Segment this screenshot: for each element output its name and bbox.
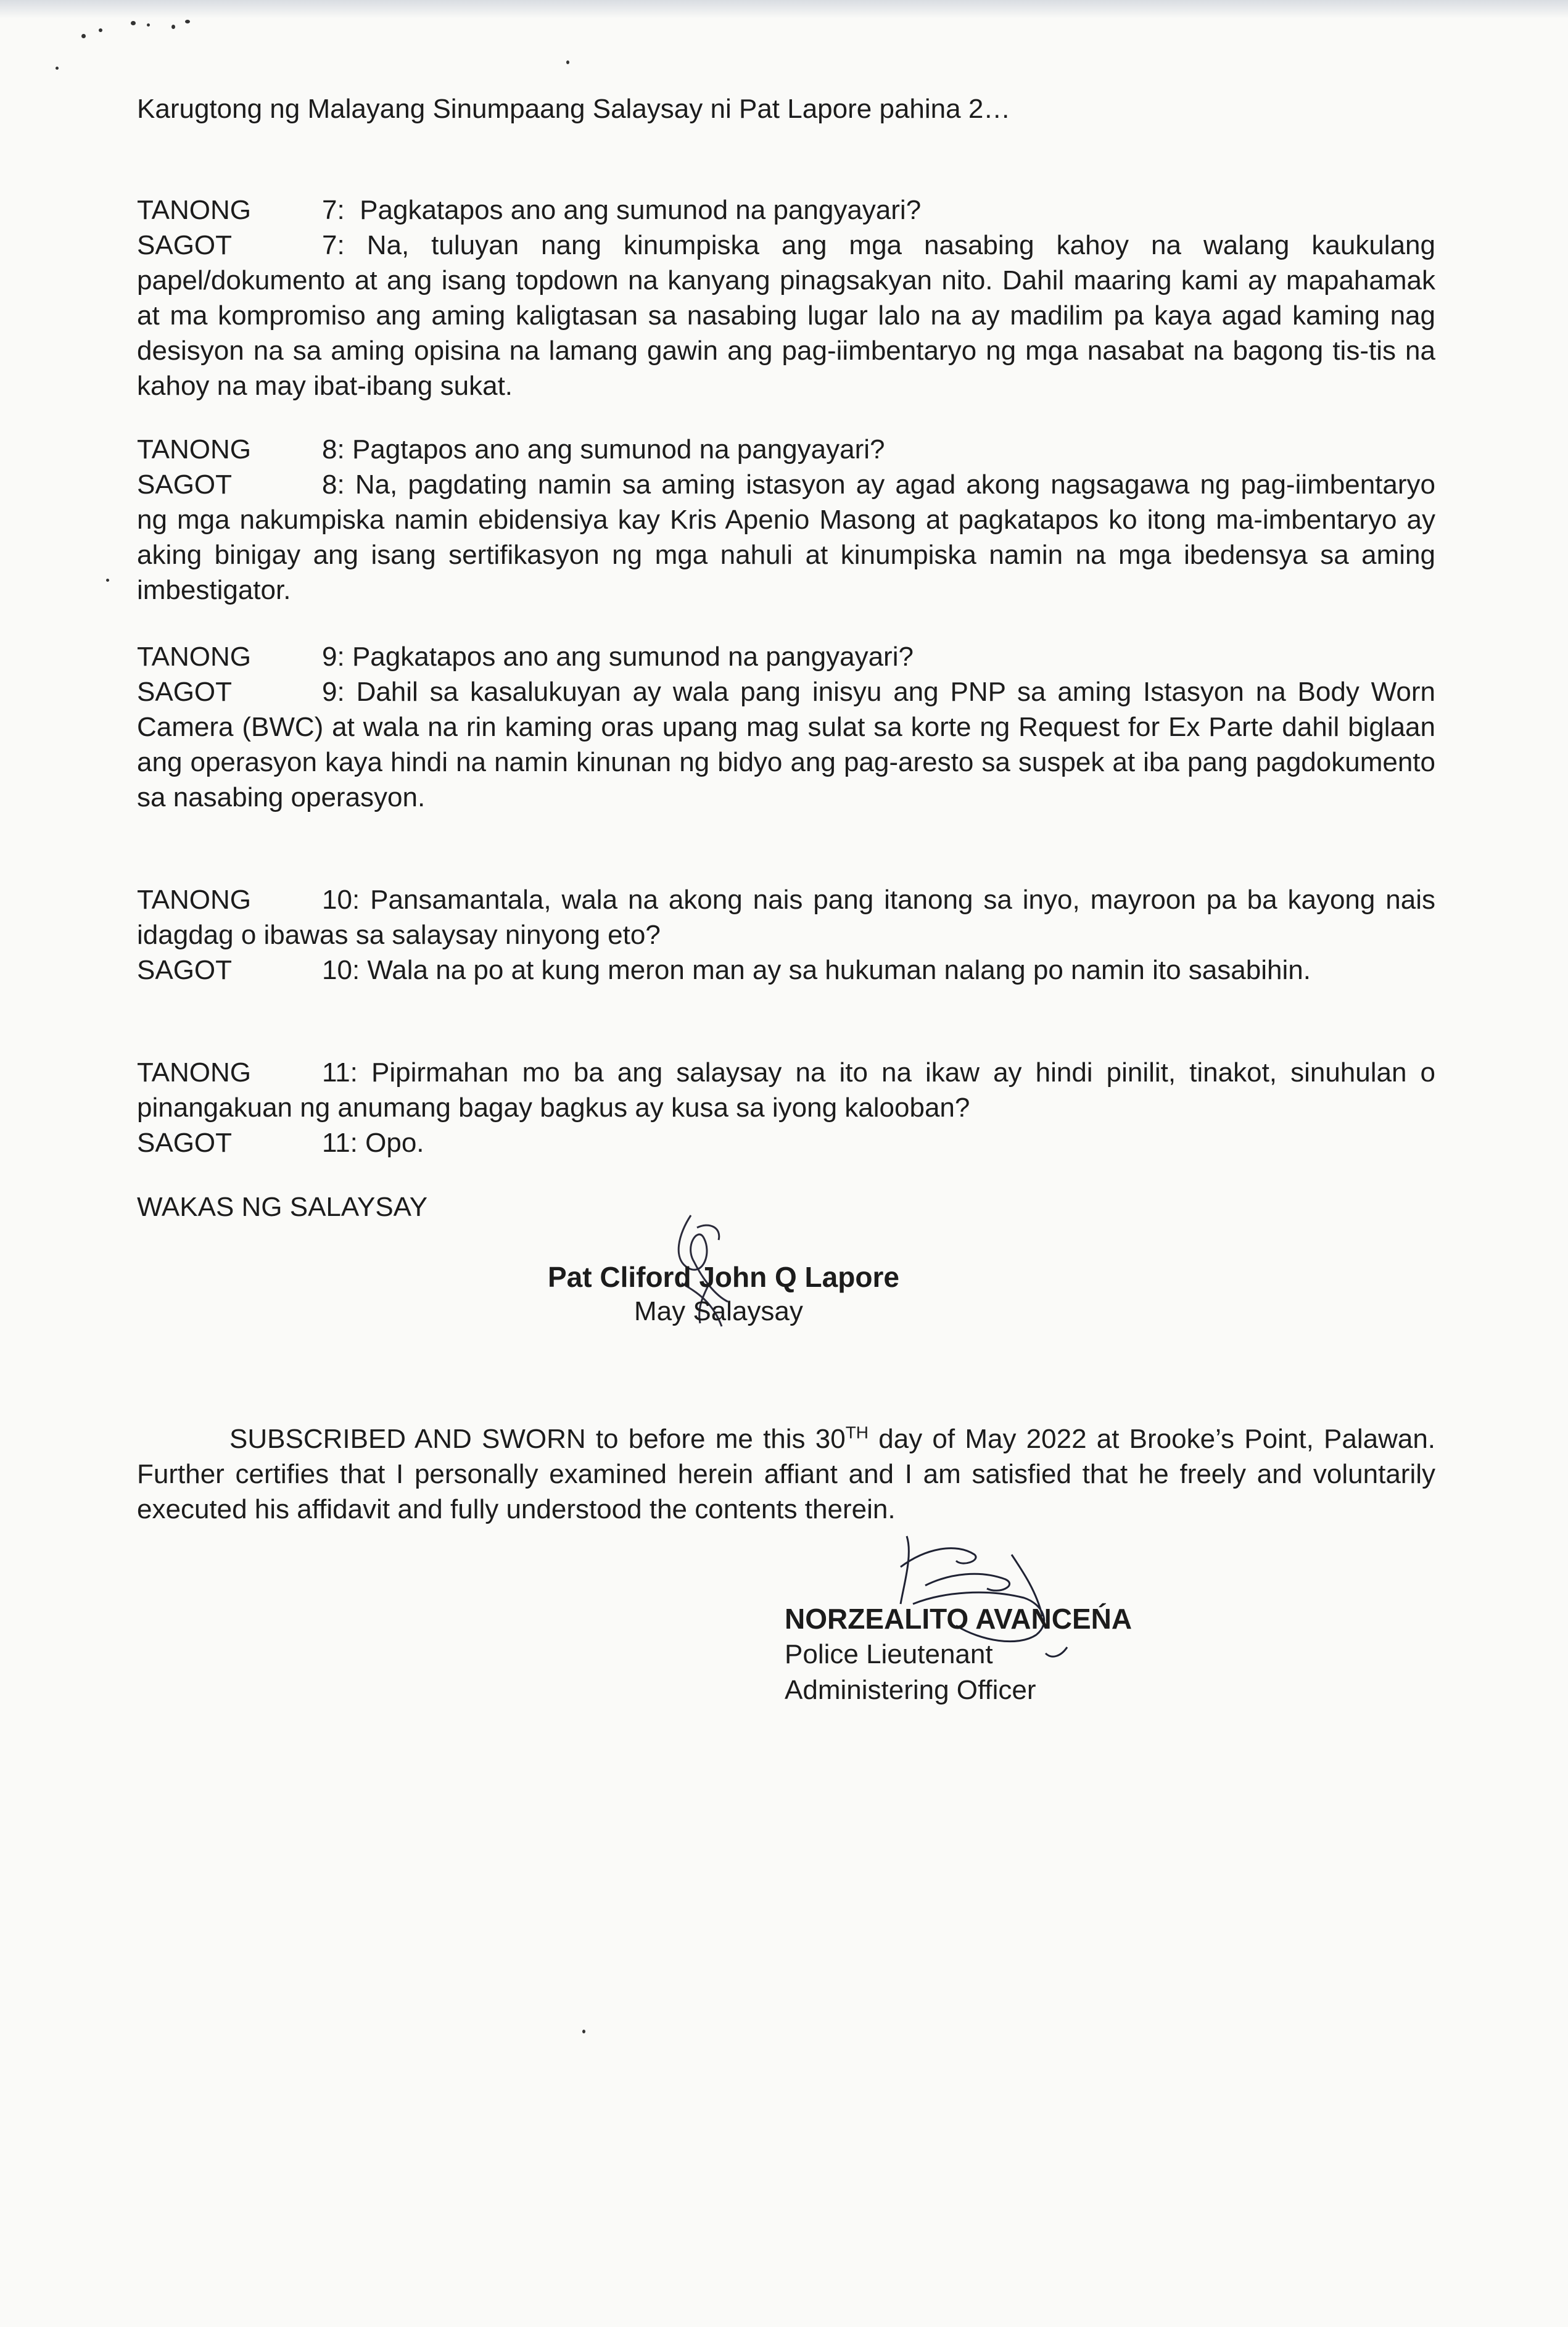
affiant-name: Pat Cliford John Q Lapore <box>548 1261 899 1293</box>
answer-text: Dahil sa kasalukuyan ay wala pang inisyu ang PNP sa aming Istasyon na Body Worn Camera (BWC) at wala na rin kaming oras upang mag sulat sa korte ng Request for Ex Parte dahil biglaan ang operasyon kaya hindi na namin kinunan ng bidyo ang pag-aresto sa suspek at iba pang pagdokumento sa nasabing operasyon. <box>137 677 1435 812</box>
question-label: TANONG <box>137 1057 251 1088</box>
officer-title: Administering Officer <box>785 1675 1036 1705</box>
answer-8 <box>137 467 1435 608</box>
answer-7 <box>137 228 1435 403</box>
answer-text: Wala na po at kung meron man ay sa hukuman nalang po namin ito sasabihin. <box>367 955 1311 985</box>
scan-speck <box>566 60 569 64</box>
ordinal-suffix: TH <box>845 1423 869 1442</box>
question-7 <box>137 192 1435 228</box>
answer-text: Opo. <box>365 1128 424 1158</box>
answer-9 <box>137 674 1435 815</box>
question-number: 10: <box>322 885 360 915</box>
scan-speck <box>106 579 109 582</box>
answer-text: Na, tuluyan nang kinumpiska ang mga nasabing kahoy na walang kaukulang papel/dokumento at ang isang topdown na kanyang pinagsakyan nito. Dahil maaring kami ay mapahamak at ma kompromiso ang aming kaligtasan sa nasabing lugar lalo na ay madilim pa kaya agad kaming nag desisyon na sa aming opisina na lamang gawin ang pag-iimbentaryo ng mga nasabat na bagong tis-tis na kahoy na may ibat-ibang sukat. <box>137 230 1435 401</box>
question-text: Pansamantala, wala na akong nais pang itanong sa inyo, mayroon pa ba kayong nais idagdag o ibawas sa salaysay ninyong eto? <box>137 885 1435 950</box>
question-label: TANONG <box>137 434 251 465</box>
answer-label: SAGOT <box>137 469 233 500</box>
question-text: Pagkatapos ano ang sumunod na pangyayari? <box>352 642 914 672</box>
answer-10 <box>137 953 1435 988</box>
affiant-role: May Salaysay <box>634 1296 803 1326</box>
question-number: 7: <box>322 195 345 225</box>
scan-speck <box>81 34 86 38</box>
closing-statement: WAKAS NG SALAYSAY <box>137 1192 428 1222</box>
jurat-text-start: SUBSCRIBED AND SWORN to before me this 30 <box>229 1424 846 1454</box>
question-number: 9: <box>322 642 345 672</box>
officer-name: NORZEALITO AVANCEŃA <box>785 1603 1133 1635</box>
answer-label: SAGOT <box>137 230 233 260</box>
question-label: TANONG <box>137 885 251 915</box>
administering-officer <box>785 1601 1132 1708</box>
question-text: Pipirmahan mo ba ang salaysay na ito na ikaw ay hindi pinilit, tinakot, sinuhulan o pinangakuan ng anumang bagay bagkus ay kusa sa iyong kalooban? <box>137 1057 1435 1123</box>
scan-speck <box>582 2030 585 2033</box>
scan-speck <box>99 28 102 32</box>
question-number: 11: <box>322 1057 358 1088</box>
jurat-paragraph <box>137 1421 1435 1527</box>
answer-11 <box>137 1125 1435 1160</box>
jurat-text-end: day of May 2022 at Brooke’s Point, Palawan. Further certifies that I personally examined herein affiant and I am satisfied that he freely and voluntarily executed his affidavit and fully understood the contents therein. <box>137 1424 1436 1524</box>
question-11 <box>137 1055 1435 1125</box>
answer-number: 7: <box>322 230 345 260</box>
question-text: Pagtapos ano ang sumunod na pangyayari? <box>352 434 885 465</box>
qa-block-11 <box>137 1055 1435 1160</box>
answer-label: SAGOT <box>137 677 233 707</box>
question-10 <box>137 882 1435 953</box>
answer-label: SAGOT <box>137 1128 233 1158</box>
scan-edge <box>0 0 1568 19</box>
answer-text: Na, pagdating namin sa aming istasyon ay agad akong nagsagawa ng pag-iimbentaryo ng mga nakumpiska namin ebidensiya kay Kris Apenio Masong at pagkatapos ko itong ma-imbentaryo ay aking binigay ang isang sertifikasyon ng mga nahuli at kinumpiska namin na mga ibedensya sa aming imbestigator. <box>137 469 1435 605</box>
scan-speck <box>131 21 136 25</box>
question-label: TANONG <box>137 642 251 672</box>
scan-speck <box>147 23 150 27</box>
question-number: 8: <box>322 434 345 465</box>
question-9 <box>137 639 1435 674</box>
question-text: Pagkatapos ano ang sumunod na pangyayari? <box>360 195 922 225</box>
answer-number: 11: <box>322 1128 358 1158</box>
scan-speck <box>171 25 175 29</box>
question-label: TANONG <box>137 195 251 225</box>
answer-number: 8: <box>322 469 345 500</box>
qa-block-10 <box>137 882 1435 988</box>
qa-block-7 <box>137 192 1435 403</box>
continuation-header: Karugtong ng Malayang Sinumpaang Salaysay ni Pat Lapore pahina 2… <box>137 94 1011 124</box>
scan-speck <box>185 20 190 23</box>
answer-number: 9: <box>322 677 345 707</box>
qa-block-8 <box>137 432 1435 608</box>
question-8 <box>137 432 1435 467</box>
officer-rank: Police Lieutenant <box>785 1639 993 1669</box>
scan-speck <box>56 67 59 70</box>
qa-block-9 <box>137 639 1435 815</box>
answer-number: 10: <box>322 955 360 985</box>
answer-label: SAGOT <box>137 955 233 985</box>
